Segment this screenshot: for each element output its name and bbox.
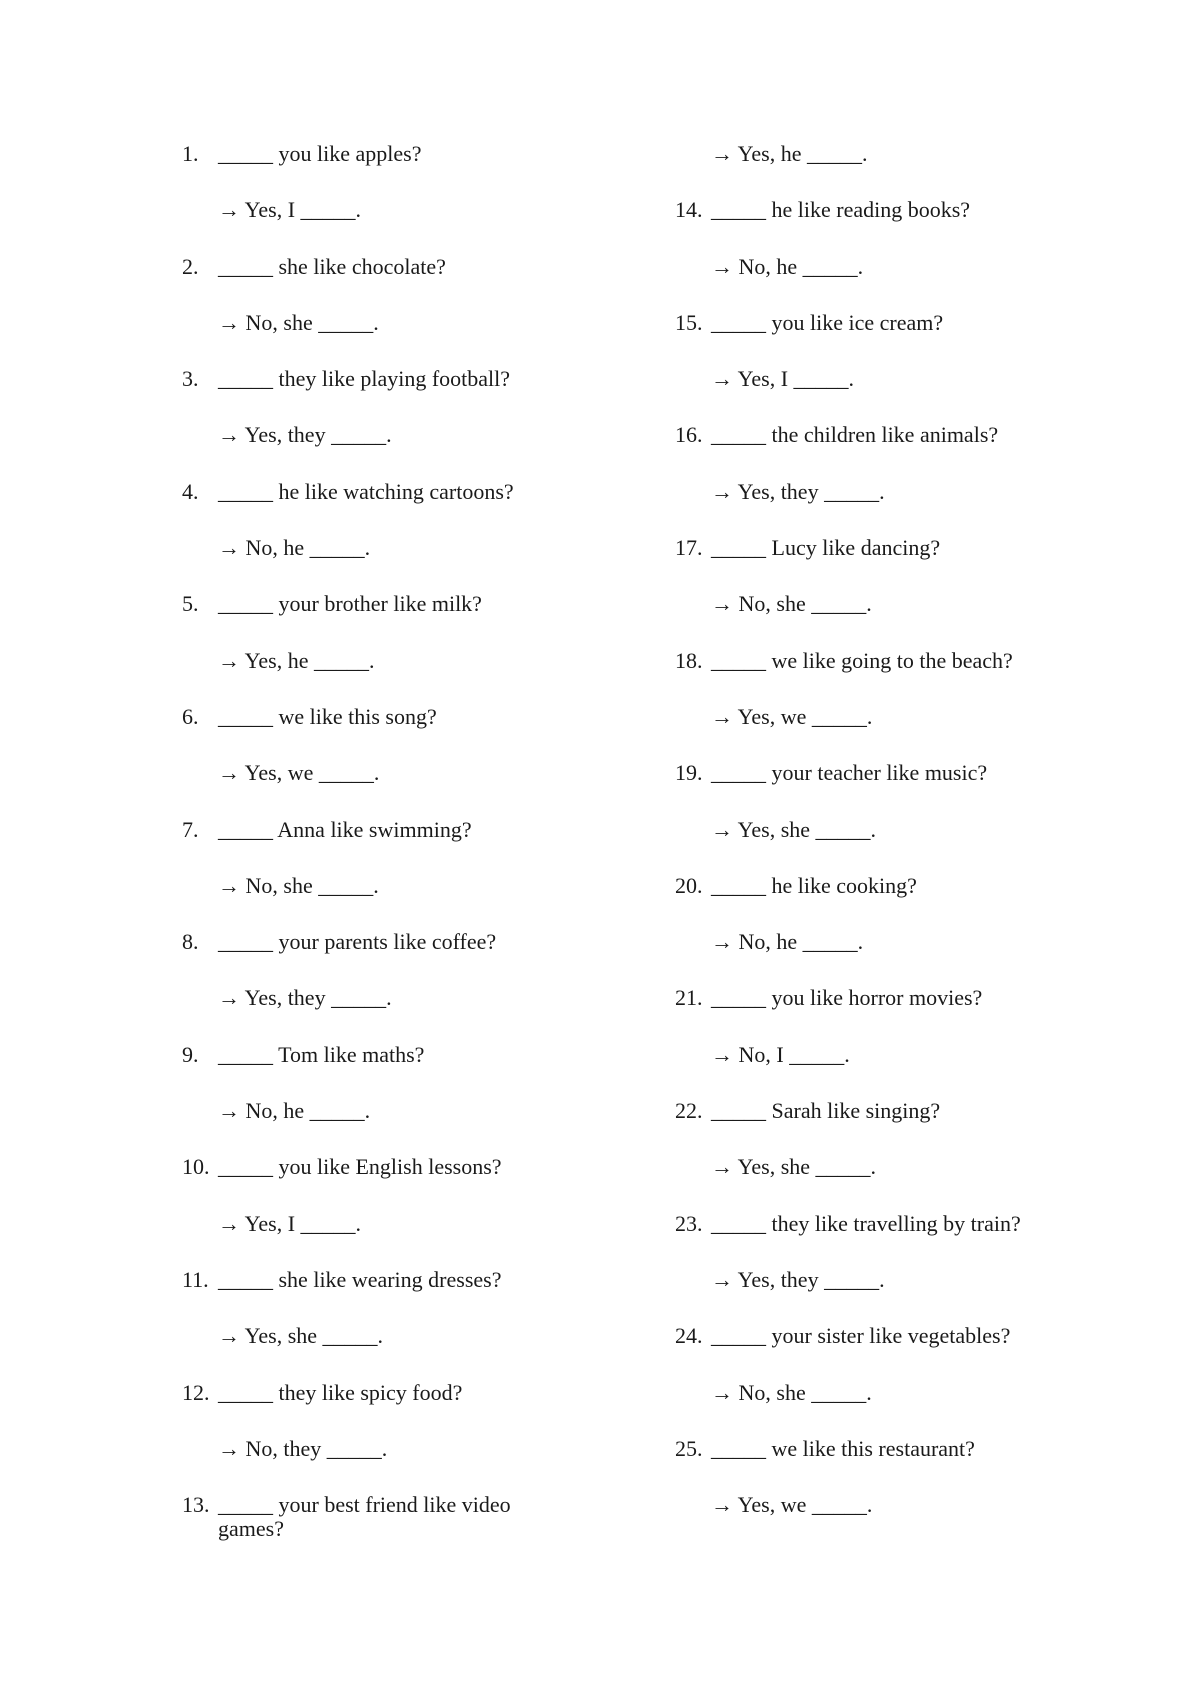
- question-number: 3.: [182, 366, 199, 392]
- question-number: 4.: [182, 478, 199, 504]
- question-item: [675, 1099, 1145, 1155]
- question-text: _____ we like this song?: [218, 703, 437, 729]
- question-number: 25.: [675, 1435, 703, 1461]
- question-item: [182, 1268, 652, 1324]
- question-number: 15.: [675, 309, 703, 335]
- question-text: _____ the children like animals?: [711, 422, 999, 448]
- question-item: [182, 818, 652, 874]
- answer-text: → Yes, they _____.: [218, 422, 392, 448]
- answer-line: [182, 311, 652, 367]
- answer-text: → Yes, they _____.: [711, 1266, 885, 1292]
- answer-line: [675, 142, 1145, 198]
- question-number: 2.: [182, 253, 199, 279]
- question-text: _____ you like horror movies?: [711, 985, 983, 1011]
- answer-text: → Yes, we _____.: [711, 703, 873, 729]
- answer-text: → Yes, they _____.: [218, 985, 392, 1011]
- question-item: [675, 986, 1145, 1042]
- answer-line: [675, 1043, 1145, 1099]
- question-item: [182, 705, 652, 761]
- right-column: [675, 142, 1145, 1549]
- left-column: [182, 142, 652, 1549]
- answer-line: [675, 1493, 1145, 1549]
- question-number: 19.: [675, 760, 703, 786]
- question-item: [182, 1043, 652, 1099]
- answer-text: → Yes, she _____.: [218, 1323, 384, 1349]
- question-text: _____ you like apples?: [218, 141, 422, 166]
- answer-line: [675, 367, 1145, 423]
- question-number: 7.: [182, 816, 199, 842]
- question-text: _____ your parents like coffee?: [218, 929, 497, 955]
- question-text: _____ Lucy like dancing?: [711, 535, 941, 561]
- answer-text: → Yes, they _____.: [711, 478, 885, 504]
- question-text: _____ he like cooking?: [711, 872, 917, 898]
- question-text: _____ you like ice cream?: [711, 309, 944, 335]
- question-text: _____ they like playing football?: [218, 366, 511, 392]
- question-text: _____ Tom like maths?: [218, 1041, 425, 1067]
- answer-line: [182, 1212, 652, 1268]
- answer-text: → No, I _____.: [711, 1041, 850, 1067]
- answer-line: [182, 649, 652, 705]
- question-item: [182, 1155, 652, 1211]
- question-number: 8.: [182, 929, 199, 955]
- question-number: 23.: [675, 1210, 703, 1236]
- question-item: [182, 1381, 652, 1437]
- answer-text: → No, she _____.: [218, 872, 379, 898]
- answer-line: [675, 480, 1145, 536]
- question-number: 11.: [182, 1266, 209, 1292]
- question-number: 22.: [675, 1098, 703, 1124]
- question-text: _____ he like watching cartoons?: [218, 478, 514, 504]
- question-number: 6.: [182, 703, 199, 729]
- question-item: [182, 1493, 652, 1549]
- answer-line: [675, 255, 1145, 311]
- question-item: [675, 761, 1145, 817]
- answer-line: [182, 536, 652, 592]
- question-text: _____ your brother like milk?: [218, 591, 482, 617]
- question-item: [182, 255, 652, 311]
- question-text: _____ she like chocolate?: [218, 253, 446, 279]
- question-item: [182, 367, 652, 423]
- question-item: [675, 1437, 1145, 1493]
- answer-text: → Yes, he _____.: [218, 647, 375, 673]
- answer-line: [182, 423, 652, 479]
- question-number: 24.: [675, 1323, 703, 1349]
- answer-line: [182, 761, 652, 817]
- question-number: 13.: [182, 1492, 210, 1518]
- question-number: 20.: [675, 872, 703, 898]
- answer-text: → No, he _____.: [218, 535, 371, 561]
- answer-text: → Yes, we _____.: [218, 760, 380, 786]
- answer-text: → Yes, I _____.: [218, 197, 362, 223]
- answer-line: [675, 930, 1145, 986]
- question-number: 14.: [675, 197, 703, 223]
- question-item: [675, 649, 1145, 705]
- question-number: 21.: [675, 985, 703, 1011]
- question-text: _____ your teacher like music?: [711, 760, 988, 786]
- answer-text: → Yes, I _____.: [218, 1210, 362, 1236]
- question-item: [675, 874, 1145, 930]
- question-number: 17.: [675, 535, 703, 561]
- answer-text: → Yes, he _____.: [711, 141, 868, 166]
- question-item: [182, 930, 652, 986]
- question-number: 12.: [182, 1379, 210, 1405]
- question-number: 16.: [675, 422, 703, 448]
- answer-text: → No, he _____.: [711, 253, 864, 279]
- question-number: 5.: [182, 591, 199, 617]
- answer-line: [675, 1381, 1145, 1437]
- answer-line: [675, 818, 1145, 874]
- answer-text: → No, they _____.: [218, 1435, 388, 1461]
- question-item: [182, 480, 652, 536]
- answer-line: [182, 1099, 652, 1155]
- question-text: _____ your best friend like video games?: [218, 1492, 511, 1542]
- question-item: [675, 536, 1145, 592]
- answer-line: [675, 592, 1145, 648]
- answer-text: → Yes, we _____.: [711, 1492, 873, 1518]
- question-item: [675, 198, 1145, 254]
- question-text: _____ we like this restaurant?: [711, 1435, 975, 1461]
- answer-line: [182, 1324, 652, 1380]
- answer-line: [182, 1437, 652, 1493]
- question-text: _____ they like travelling by train?: [711, 1210, 1021, 1236]
- answer-text: → No, she _____.: [711, 1379, 872, 1405]
- answer-line: [182, 986, 652, 1042]
- question-text: _____ she like wearing dresses?: [218, 1266, 502, 1292]
- question-item: [675, 1212, 1145, 1268]
- question-text: _____ they like spicy food?: [218, 1379, 463, 1405]
- question-text: _____ we like going to the beach?: [711, 647, 1013, 673]
- answer-text: → Yes, she _____.: [711, 1154, 877, 1180]
- answer-text: → No, she _____.: [711, 591, 872, 617]
- question-item: [675, 1324, 1145, 1380]
- answer-line: [182, 874, 652, 930]
- question-text: _____ your sister like vegetables?: [711, 1323, 1011, 1349]
- question-number: 9.: [182, 1041, 199, 1067]
- question-text: _____ Sarah like singing?: [711, 1098, 941, 1124]
- answer-line: [675, 705, 1145, 761]
- answer-line: [182, 198, 652, 254]
- question-number: 18.: [675, 647, 703, 673]
- answer-text: → No, he _____.: [711, 929, 864, 955]
- question-item: [182, 592, 652, 648]
- answer-line: [675, 1268, 1145, 1324]
- question-number: 10.: [182, 1154, 210, 1180]
- question-text: _____ Anna like swimming?: [218, 816, 472, 842]
- question-text: _____ you like English lessons?: [218, 1154, 502, 1180]
- question-item: [182, 142, 652, 198]
- question-text: _____ he like reading books?: [711, 197, 971, 223]
- question-number: 1.: [182, 141, 199, 166]
- answer-text: → Yes, I _____.: [711, 366, 855, 392]
- question-item: [675, 423, 1145, 479]
- question-item: [675, 311, 1145, 367]
- answer-line: [675, 1155, 1145, 1211]
- answer-text: → No, she _____.: [218, 309, 379, 335]
- answer-text: → No, he _____.: [218, 1098, 371, 1124]
- answer-text: → Yes, she _____.: [711, 816, 877, 842]
